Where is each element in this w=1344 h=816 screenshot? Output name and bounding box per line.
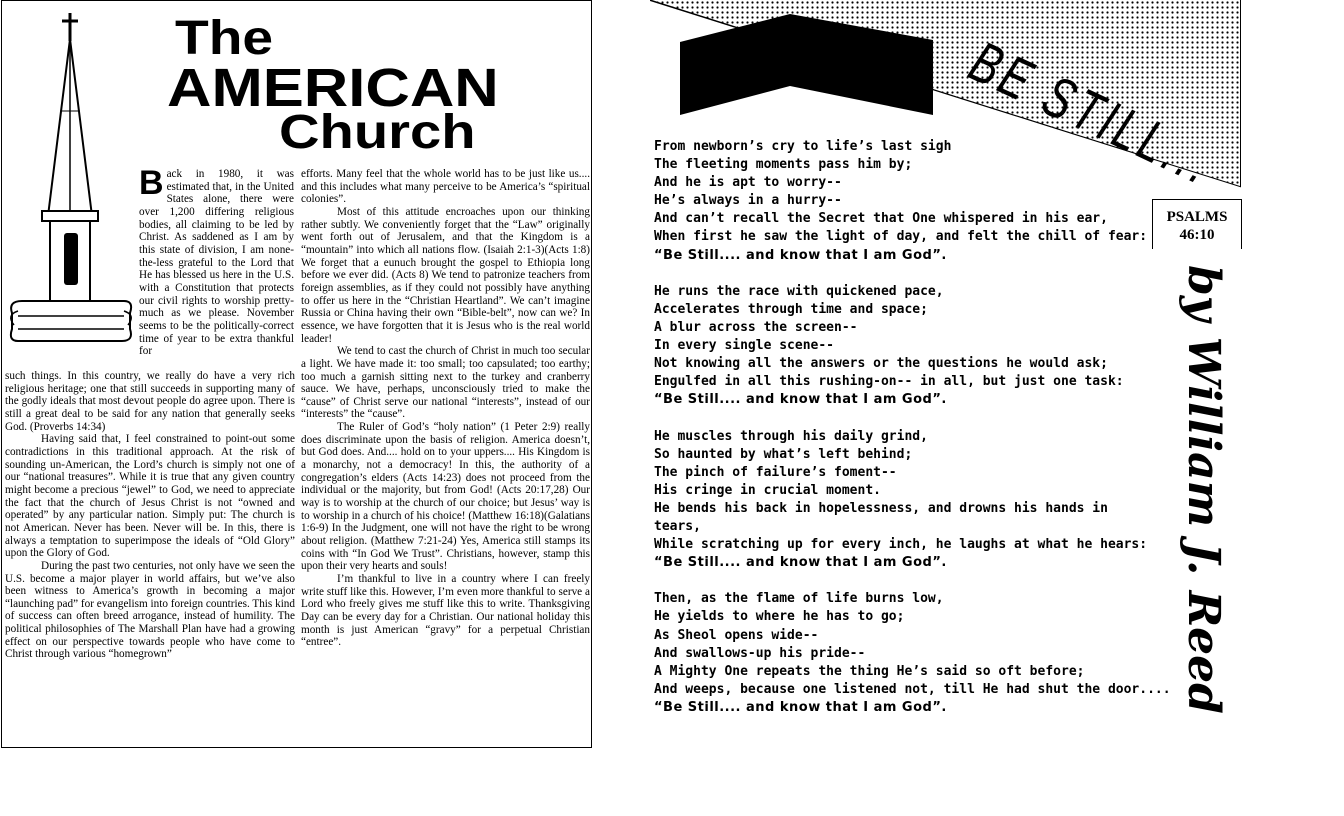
article-paragraph: The Ruler of God’s “holy nation” (1 Peter 2:9) really does discriminate upon the basis of religion. America doesn’t, but God does. And.... hold on to your uppers.... His Kingdom is a monarchy, not a democracy! In this, the authority of a congregation’s elders (Acts 14:23) does not proceed from the individual or the majority, but from God! (Acts 20:17,28) Our way is to worship at the church of our choice; but Jesus’ way is to worship in a church of his choice! (Matthew 16:18)(Galatians 1:6-9) In the Judgment, one will not have the right to be wrong about religion. (Matthew 7:21-24) Yes, America still stamps its coins with “In God We Trust”. Christians, however, stamp this upon their very hearts and souls! [301, 421, 590, 573]
author-name: by William J. Reed [1178, 265, 1229, 714]
poem-line: So haunted by what’s left behind; [654, 446, 913, 462]
article-paragraph: ack in 1980, it was estimated that, in the United States alone, there were over 1,200 differing religious bodies, all claiming to be led by Christ. As saddened as I am by this state of division, I am none-the-less grateful to the Lord that He has blessed us here in the U.S. with a Constitution that protects our civil rights to worship pretty-much as we please. November seems to be the politically-correct time of year to be extra thankful for [139, 168, 294, 358]
poem-line: Then, as the flame of life burns low, [654, 591, 944, 607]
poem-line: A Mighty One repeats the thing He’s said so oft before; [654, 663, 1085, 679]
article-title-the: The [175, 12, 274, 65]
psalms-reference [1152, 199, 1242, 249]
article-paragraph: efforts. Many feel that the whole world has to be just like us.... and this includes what many perceive to be America’s “spiritual colonies”. [301, 168, 590, 206]
poem-line: He runs the race with quickened pace, [654, 283, 944, 299]
poem-line: Engulfed in all this rushing-on-- in all, but just one task: [654, 374, 1124, 390]
poem-stanza [654, 283, 1154, 410]
drop-cap: B [139, 164, 164, 202]
poem-line: tears, [654, 518, 701, 534]
article-title-american: AMERICAN [167, 58, 499, 118]
poem-refrain: “Be Still.... and know that I am God”. [654, 392, 947, 408]
poem-stanza [654, 428, 1154, 573]
poem-stanza [654, 138, 1154, 265]
poem-line: He muscles through his daily grind, [654, 428, 928, 444]
article-paragraph: Most of this attitude encroaches upon our thinking rather subtly. We conveniently forget that the “Law” originally went forth out of Jerusalem, and that the Kingdom is a “mountain” into which all nations flow. (Isaiah 2:1-3)(Acts 1:8) We forget that a eunuch brought the gospel to Ethiopia long before we ever did. (Acts 8) We tend to patronize teachers from foreign assemblies, as if they could not possibly have anything to offer us here in the “Christian Heartland”. We can’t imagine Russia or China having their own “Bible-belt”, now can we? In essence, we have forgotten that it is Jesus who is the real world leader! [301, 205, 590, 345]
article-paragraph: Having said that, I feel constrained to point-out some contradictions in this traditional approach. At the risk of sounding un-American, the Lord’s church is simply not one of our “national treasures”. While it is true that any given country might become a precious “jewel” to God, we need to appreciate the fact that the church of Jesus Christ is not “owned and operated” by any particular nation. Simply put: The church is not American. Never has been. Never will be. In this, there is always a temptation to superimpose the ideals of “Old Glory” upon the Glory of God. [5, 433, 295, 560]
poem-line: He’s always in a hurry-- [654, 193, 842, 209]
poem-line: In every single scene-- [654, 338, 835, 354]
article-column-3 [301, 168, 590, 649]
poem-line: And can’t recall the Secret that One whispered in his ear, [654, 211, 1108, 227]
poem-line: He bends his back in hopelessness, and drowns his hands in [654, 500, 1108, 516]
article-paragraph: During the past two centuries, not only have we seen the U.S. become a major player in world affairs, but we’ve also been witness to America’s growth in becoming a major “launching pad” for evangelism into foreign countries. This kind of success can often breed arrogance, instead of humility. The political philosophies of The Marshall Plan have had a growing effect on our perspective towards people who have come to Christ through various “homegrown” [5, 559, 295, 661]
poem-line: And swallows-up his pride-- [654, 645, 866, 661]
poem-line: The pinch of failure’s foment-- [654, 464, 897, 480]
author-byline [1134, 265, 1229, 714]
be-still-banner-text: BE STILL... [960, 28, 1225, 199]
poem-line: When first he saw the light of day, and felt the chill of fear: [654, 229, 1148, 245]
article-paragraph: such things. In this country, we really do have a very rich religious heritage; one that still succeeds in supporting many of the godly ideals that most devout people do agree upon. There is still a great deal to be said for any nation that generally seeks God. (Proverbs 14:34) [5, 370, 295, 433]
poem-line: Not knowing all the answers or the questions he would ask; [654, 356, 1108, 372]
psalms-verse: 46:10 [1179, 227, 1215, 243]
poem-line: As Sheol opens wide-- [654, 627, 819, 643]
poem-line: And he is apt to worry-- [654, 175, 842, 191]
church-steeple-icon [4, 11, 139, 361]
psalms-book: PSALMS [1166, 209, 1228, 225]
article-paragraph: I’m thankful to live in a country where I can freely write stuff like this. However, I’m even more thankful to serve a Lord who freely gives me stuff like this to write. Thanksgiving Day can be every day for a Christian. Our national holiday this month is just American “gravy” for a perpetual Christian “entree”. [301, 573, 590, 649]
article-panel [1, 0, 592, 748]
poem-refrain: “Be Still.... and know that I am God”. [654, 555, 947, 571]
article-column-2 [5, 370, 295, 661]
poem-line: The fleeting moments pass him by; [654, 157, 913, 173]
poem-line: He yields to where he has to go; [654, 609, 905, 625]
article-title-church: Church [279, 106, 476, 159]
poem-line: And weeps, because one listened not, till He had shut the door.... [654, 681, 1171, 697]
article-column-1 [139, 164, 294, 358]
poem-stanza [654, 590, 1171, 717]
article-paragraph: We tend to cast the church of Christ in much too secular a light. We have made it: too small; too capsulated; too earthy; too much a garnish sitting next to the turkey and cranberry sauce. We have, perhaps, unconsciously tried to make the “cause” of Christ serve our national “interests”, instead of our “interests” the “cause”. [301, 345, 590, 421]
poem-body [654, 138, 1171, 735]
poem-line: From newborn’s cry to life’s last sigh [654, 139, 952, 154]
poem-refrain: “Be Still.... and know that I am God”. [654, 247, 947, 263]
poem-line: Accelerates through time and space; [654, 301, 928, 317]
poem-line: A blur across the screen-- [654, 319, 858, 335]
poem-line: While scratching up for every inch, he laughs at what he hears: [654, 537, 1148, 553]
poem-line: His cringe in crucial moment. [654, 482, 881, 498]
poem-refrain: “Be Still.... and know that I am God”. [654, 699, 947, 715]
